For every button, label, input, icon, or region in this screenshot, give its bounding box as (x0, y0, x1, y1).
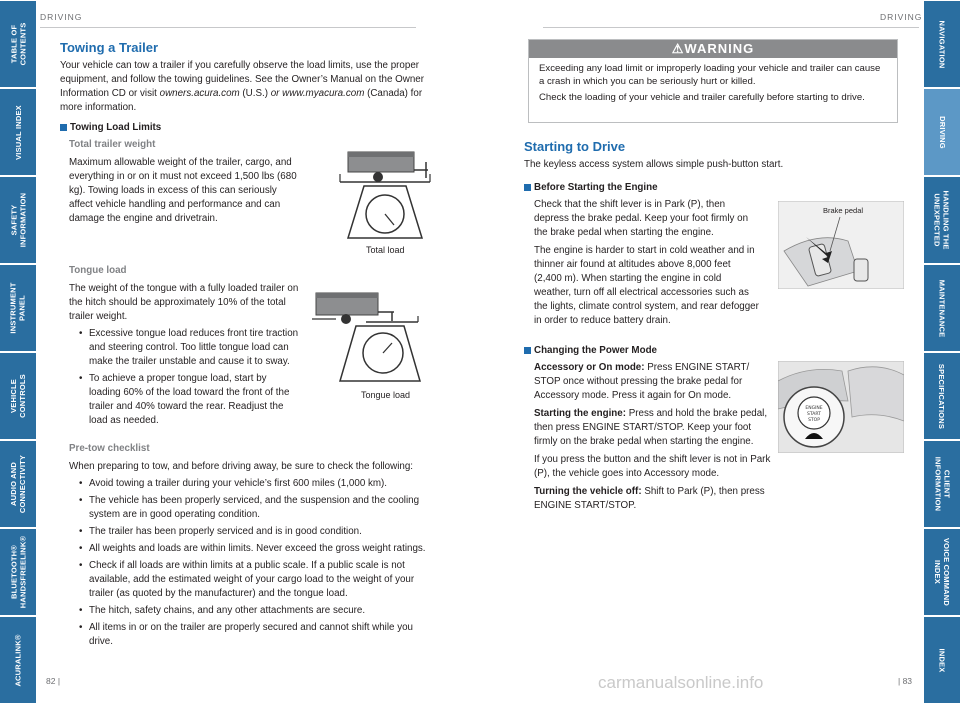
accelerator-pedal (854, 259, 868, 281)
tab-voice-command-index[interactable]: VOICE COMMAND INDEX (924, 529, 960, 615)
paragraph: Check that the shift lever is in Park (P), then depress the brake pedal. Keep your foot firmly on the brake pedal when starting the engine. (534, 199, 749, 238)
section-towing-load-limits: Towing Load Limits (60, 122, 161, 133)
section-marker (524, 184, 531, 191)
list-item: • All items in or on the trailer are properly secured and cannot shift while you drive. (89, 621, 432, 649)
section-power-mode: Changing the Power Mode (524, 345, 657, 356)
header-left: DRIVING (40, 12, 83, 22)
starting-intro: The keyless access system allows simple push-button start. (524, 159, 784, 170)
total-load-illustration (336, 148, 436, 248)
heading-pretow: Pre-tow checklist (69, 443, 150, 454)
caption-total-load: Total load (366, 245, 405, 255)
warning-box (528, 39, 898, 123)
list-item: • Excessive tongue load reduces front tire traction and steering control. Too little tongue load can make the trailer unstable and cause it to sway. (89, 327, 300, 369)
engine-label: ENGINE (805, 406, 823, 411)
pretow-checklist (78, 477, 432, 652)
caption-brake-pedal: Brake pedal (823, 206, 864, 215)
myacura-link[interactable]: or www.myacura.com (270, 88, 365, 99)
section-marker (524, 347, 531, 354)
owners-link[interactable]: owners.acura.com (159, 88, 240, 99)
tab-safety-information[interactable]: SAFETY INFORMATION (0, 177, 36, 263)
list-item: • The hitch, safety chains, and any other attachments are secure. (89, 604, 432, 618)
tab-bluetooth-handsfreelink[interactable]: BLUETOOTH® HANDSFREELINK® (0, 529, 36, 615)
list-item: • The trailer has been properly serviced and is in good condition. (89, 525, 432, 539)
page-title-towing: Towing a Trailer (60, 40, 159, 55)
watermark: carmanualsonline.info (598, 673, 764, 692)
before-starting-text (534, 198, 760, 328)
list-item: • To achieve a proper tongue load, start by loading 60% of the load toward the front of the trailer and 40% toward the rear. Readjust the load as needed. (89, 372, 300, 428)
tab-table-of-contents[interactable]: TABLE OF CONTENTS (0, 1, 36, 87)
section-marker (60, 124, 67, 131)
trailer-roof (348, 152, 414, 157)
tab-navigation[interactable]: NAVIGATION (924, 1, 960, 87)
trailer-wheel (373, 172, 383, 182)
tab-index[interactable]: INDEX (924, 617, 960, 703)
towing-intro: Your vehicle can tow a trailer if you carefully observe the load limits, use the proper equipment, and follow the towing guidelines. See the Owner’s Manual on the Owner Information CD or visit owners.acura.com (U.S.) or www.myacura.com (Canada) for more information. (60, 60, 424, 113)
header-rule-right (543, 27, 919, 28)
power-mode-text (534, 361, 774, 513)
stop-label: STOP (808, 418, 820, 423)
page-number-right: | 83 (898, 676, 913, 686)
steering-column (848, 367, 904, 421)
tongue-bullets (78, 327, 300, 431)
left-tab-strip (0, 0, 36, 703)
tab-handling-unexpected[interactable]: HANDLING THE UNEXPECTED (924, 177, 960, 263)
paragraph: The engine is harder to start in cold weather and in thinner air found at altitudes above 8,000 feet (2,400 m). When starting the engine in cold weather, turn off all electrical accessories such as the lights, climate control system, and rear defogger in order to reduce battery drain. (534, 245, 759, 326)
heading-tongue-load: Tongue load (69, 265, 127, 276)
warning-paragraph: Check the loading of your vehicle and trailer carefully before starting to drive. (539, 92, 865, 103)
paragraph: Accessory or On mode: Press ENGINE START/ STOP once without pressing the brake pedal for Accessory mode. Press it again for On mode. (534, 362, 750, 401)
heading-total-weight: Total trailer weight (69, 139, 156, 150)
tab-acuralink[interactable]: ACURALINK® (0, 617, 36, 703)
tab-audio-connectivity[interactable]: AUDIO AND CONNECTIVITY (0, 441, 36, 527)
tab-visual-index[interactable]: VISUAL INDEX (0, 89, 36, 175)
caption-tongue-load: Tongue load (361, 390, 411, 400)
trailer-wheel (341, 314, 351, 324)
list-item: • The vehicle has been properly serviced, and the suspension and the cooling system are in good operating condition. (89, 494, 432, 522)
header-rule-left (40, 27, 416, 28)
tongue-load-text: The weight of the tongue with a fully loaded trailer on the hitch should be approximately 10% of the total trailer weight. (69, 283, 299, 322)
tab-driving[interactable]: DRIVING (924, 89, 960, 175)
paragraph: Starting the engine: Press and hold the brake pedal, then press ENGINE START/STOP. Keep your foot firmly on the brake pedal when starting the engine. (534, 408, 768, 447)
list-item: • All weights and loads are within limits. Never exceed the gross weight ratings. (89, 542, 432, 556)
trailer-roof (316, 293, 378, 298)
list-item: • Check if all loads are within limits at a public scale. If a public scale is not available, add the estimated weight of your cargo load to the weight of your trailer (as quoted by the manufacturer) and the tongue load. (89, 559, 432, 601)
tab-maintenance[interactable]: MAINTENANCE (924, 265, 960, 351)
pretow-intro: When preparing to tow, and before driving away, be sure to check the following: (69, 461, 413, 472)
engine-start-illustration (778, 361, 904, 453)
warning-text (529, 58, 897, 114)
tab-specifications[interactable]: SPECIFICATIONS (924, 353, 960, 439)
list-item: • Avoid towing a trailer during your vehicle’s first 600 miles (1,000 km). (89, 477, 432, 491)
total-weight-text: Maximum allowable weight of the trailer, cargo, and everything in or on it must not exceed 1,500 lbs (680 kg). Towing loads in excess of this can seriously affect vehicle handling and performance and can damage the engine and drivetrain. (69, 157, 297, 224)
paragraph: Turning the vehicle off: Shift to Park (P), then press ENGINE START/STOP. (534, 486, 765, 511)
section-before-starting: Before Starting the Engine (524, 182, 658, 193)
page-number-left: 82 | (46, 676, 61, 686)
warning-title: ⚠WARNING (529, 40, 897, 58)
page-title-starting: Starting to Drive (524, 139, 626, 154)
warning-paragraph: Exceeding any load limit or improperly loading your vehicle and trailer can cause a crash in which you can be seriously hurt or killed. (539, 63, 881, 87)
header-right: DRIVING (880, 12, 923, 22)
tab-instrument-panel[interactable]: INSTRUMENT PANEL (0, 265, 36, 351)
start-label: START (807, 412, 821, 417)
tab-vehicle-controls[interactable]: VEHICLE CONTROLS (0, 353, 36, 439)
tab-client-information[interactable]: CLIENT INFORMATION (924, 441, 960, 527)
right-tab-strip (924, 0, 960, 703)
tongue-load-illustration (308, 289, 436, 389)
paragraph: If you press the button and the shift lever is not in Park (P), the vehicle goes into Accessory mode. (534, 454, 771, 479)
